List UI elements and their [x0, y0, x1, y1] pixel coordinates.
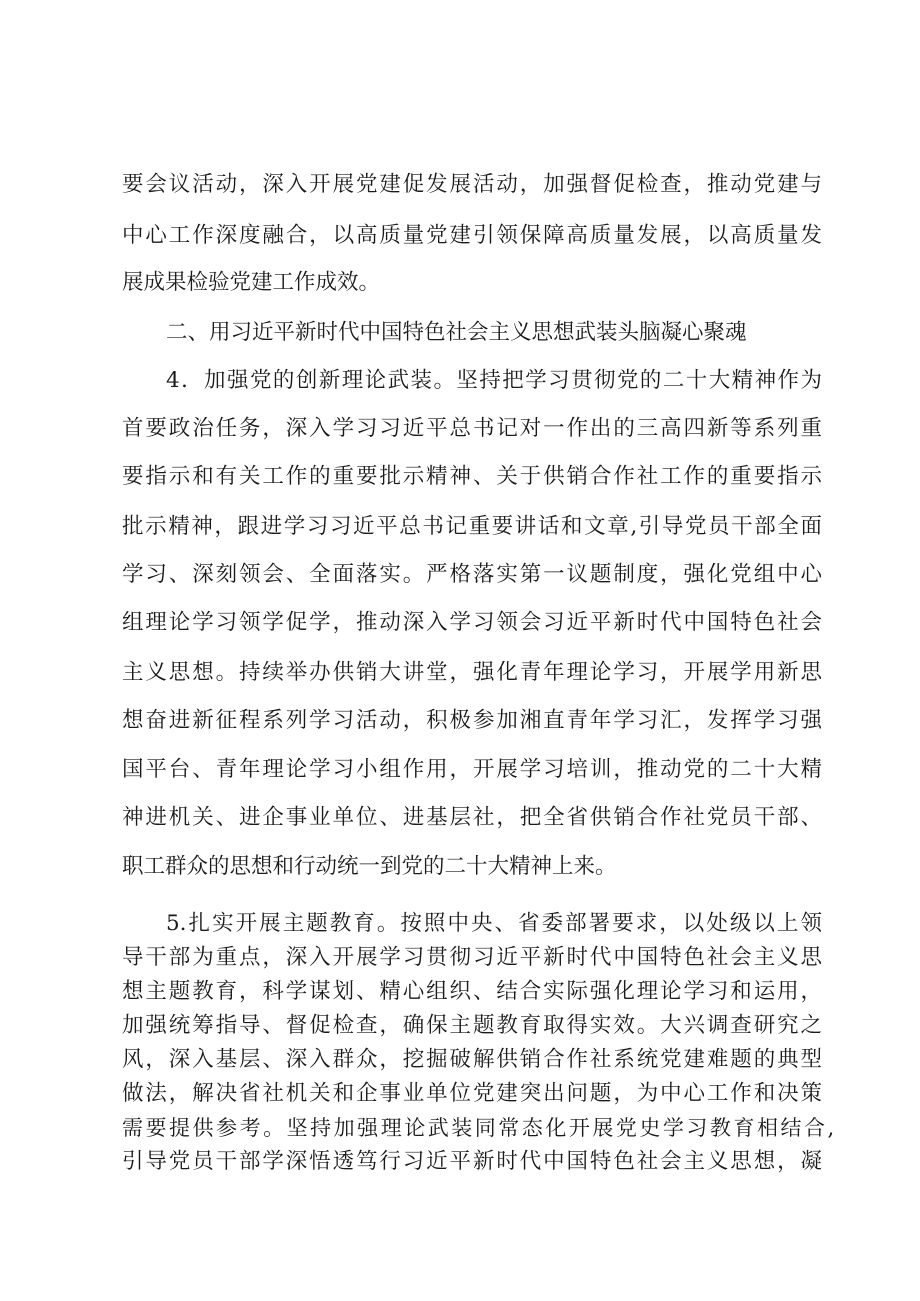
text-line: 批示精神，跟进学习习近平总书记重要讲话和文章,引导党员干部全面	[122, 514, 822, 539]
section-heading: 二、用习近平新时代中国特色社会主义思想武装头脑凝心聚魂	[166, 320, 747, 345]
text-line: 学习、深刻领会、全面落实。严格落实第一议题制度，强化党组中心	[122, 562, 822, 587]
text-line: 展成果检验党建工作成效。	[122, 270, 381, 295]
text-line: 加强统筹指导、督促检查，确保主题教育取得实效。大兴调查研究之	[122, 1013, 822, 1038]
text-line: 中心工作深度融合，以高质量党建引领保障高质量发展，以高质量发	[122, 223, 822, 248]
text-line: 首要政治任务，深入学习习近平总书记对一作出的三高四新等系列重	[122, 416, 822, 441]
text-line: 4．加强党的创新理论武装。坚持把学习贯彻党的二十大精神作为	[166, 368, 822, 393]
text-line: 引导党员干部学深悟透笃行习近平新时代中国特色社会主义思想，凝	[122, 1149, 822, 1174]
text-line: 国平台、青年理论学习小组作用，开展学习培训，推动党的二十大精	[122, 757, 822, 782]
text-line: 导干部为重点，深入开展学习贯彻习近平新时代中国特色社会主义思	[122, 945, 822, 970]
text-line: 要指示和有关工作的重要批示精神、关于供销合作社工作的重要指示	[122, 464, 822, 489]
text-line: 5.扎实开展主题教育。按照中央、省委部署要求，以处级以上领	[166, 911, 822, 936]
text-line: 想奋进新征程系列学习活动，积极参加湘直青年学习汇，发挥学习强	[122, 708, 822, 733]
text-line: 职工群众的思想和行动统一到党的二十大精神上来。	[122, 854, 617, 879]
text-line: 想主题教育，科学谋划、精心组织、结合实际强化理论学习和运用，	[122, 979, 822, 1004]
text-line: 组理论学习领学促学，推动深入学习领会习近平新时代中国特色社会	[122, 610, 822, 635]
text-line: 需要提供参考。坚持加强理论武装同常态化开展党史学习教育相结合,	[122, 1116, 834, 1140]
text-line: 风，深入基层、深入群众，挖掘破解供销合作社系统党建难题的典型	[122, 1047, 822, 1072]
text-line: 主义思想。持续举办供销大讲堂，强化青年理论学习，开展学用新思	[122, 660, 822, 685]
text-line: 做法，解决省社机关和企事业单位党建突出问题，为中心工作和决策	[122, 1081, 822, 1106]
text-line: 神进机关、进企事业单位、进基层社，把全省供销合作社党员干部、	[122, 805, 822, 830]
text-line: 要会议活动，深入开展党建促发展活动，加强督促检查，推动党建与	[122, 172, 822, 197]
